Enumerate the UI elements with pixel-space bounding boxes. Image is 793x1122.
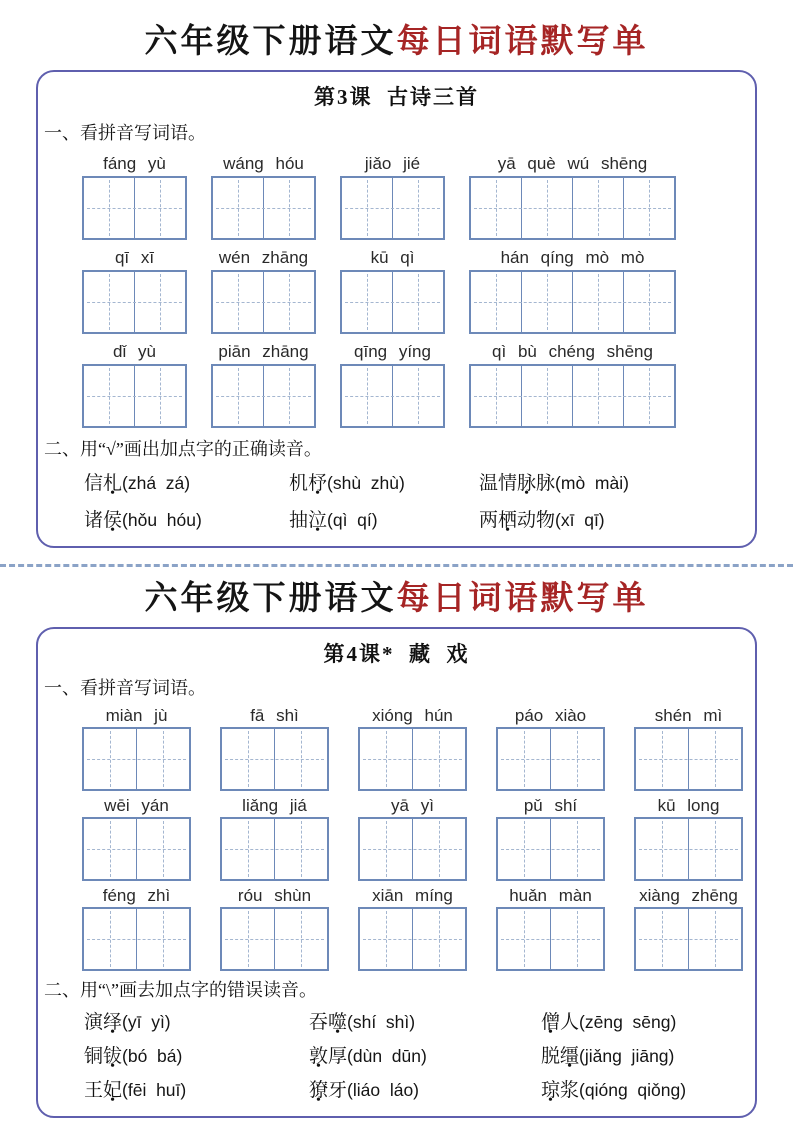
word-pre: 王 (84, 1080, 104, 1101)
writing-grid (220, 817, 329, 881)
grid-cell (689, 729, 741, 789)
pinyin-label: kū long (657, 796, 720, 815)
pinyin-label: xiān míng (372, 886, 453, 905)
pronunciation-options: (fēi huī) (122, 1080, 187, 1100)
word-pre: 演 (84, 1012, 104, 1033)
pronunciation-options: (zhá zá) (122, 473, 191, 493)
word-dot-char: 敦 • (309, 1044, 328, 1070)
pronunciation-options: (zēng sēng) (579, 1012, 677, 1032)
pronunciation-options: (shù zhù) (327, 473, 405, 493)
grid-cell (498, 819, 551, 879)
word-pre: 抽 (289, 510, 309, 531)
word-item (309, 1043, 541, 1070)
word-dot-char: 缰 • (560, 1044, 579, 1070)
pronunciation-options: (liáo láo) (347, 1080, 420, 1100)
grid-cell (213, 272, 264, 332)
grid-cell (636, 729, 689, 789)
pinyin-grid-group (211, 246, 316, 334)
word-post: 牙 (328, 1080, 348, 1101)
pinyin-label: wēi yán (104, 796, 169, 815)
writing-grid (469, 270, 676, 334)
writing-grid (211, 176, 316, 240)
pinyin-label: shén mì (654, 706, 723, 725)
word-dot-char: 札 • (103, 470, 122, 497)
pinyin-label: wáng hóu (223, 154, 304, 173)
writing-grid (496, 727, 605, 791)
writing-grid (634, 907, 743, 971)
pinyin-grid-group (634, 705, 743, 791)
pinyin-label: qīng yíng (354, 342, 431, 361)
word-post: 浆 (560, 1080, 580, 1101)
word-item (84, 1043, 309, 1070)
lesson-4-card (36, 627, 757, 1118)
pinyin-grid-group (496, 705, 605, 791)
pinyin-grid-group (340, 152, 445, 240)
word-item (84, 1009, 309, 1036)
grid-cell (689, 819, 741, 879)
word-pre: 机 (289, 473, 309, 494)
word-dot-char: 琼 • (541, 1078, 560, 1104)
pinyin-grid-group (358, 705, 467, 791)
word-item (541, 1043, 755, 1070)
pinyin-grid-group (469, 340, 676, 428)
grid-cell (135, 366, 185, 426)
pinyin-grid-group (358, 885, 467, 971)
title-grade-part: 六年级下册语文 (144, 581, 397, 617)
grid-cell (471, 366, 522, 426)
grid-cell (275, 909, 327, 969)
grid-cell (342, 178, 393, 238)
word-dot-char: 钹 • (103, 1044, 122, 1070)
grid-cell (275, 819, 327, 879)
pinyin-label: fā shì (250, 706, 299, 725)
grid-cell (689, 909, 741, 969)
reading-items (84, 1009, 755, 1104)
writing-grid (469, 364, 676, 428)
word-pre: 脱 (541, 1046, 561, 1067)
grid-cell (342, 272, 393, 332)
grid-cell (84, 819, 137, 879)
pinyin-grid-group (358, 795, 467, 881)
word-post: 厚 (328, 1046, 348, 1067)
word-item (479, 470, 755, 497)
pronunciation-options: (dùn dūn) (347, 1046, 427, 1066)
pinyin-label: yā yì (391, 796, 434, 815)
pinyin-grid-group (211, 152, 316, 240)
grid-cell (264, 366, 314, 426)
pinyin-grid-group (340, 246, 445, 334)
writing-grid (634, 817, 743, 881)
writing-grid (634, 727, 743, 791)
pinyin-grid-group (469, 152, 676, 240)
pinyin-label: huǎn màn (509, 886, 592, 905)
writing-grid (469, 176, 676, 240)
reading-items (84, 470, 755, 534)
pinyin-label: páo xiào (514, 706, 587, 725)
word-post: 人 (560, 1012, 580, 1033)
grid-cell (413, 819, 465, 879)
writing-grid (211, 364, 316, 428)
grid-cell (624, 178, 674, 238)
writing-grid (340, 270, 445, 334)
grid-cell (264, 178, 314, 238)
lesson3-section-2-label: 二、用“√”画出加点字的正确读音。 (44, 439, 322, 459)
grid-cell (498, 909, 551, 969)
grid-cell (522, 272, 573, 332)
grid-cell (636, 819, 689, 879)
pinyin-grid-row (38, 246, 755, 334)
grid-cell (222, 909, 275, 969)
pinyin-label: xióng hún (372, 706, 453, 725)
word-dot-char: 妃 • (103, 1078, 122, 1104)
pinyin-label: miàn jù (105, 706, 168, 725)
writing-grid (496, 907, 605, 971)
word-pre: 诸 (84, 510, 104, 531)
grid-cell (413, 909, 465, 969)
grid-cell (624, 272, 674, 332)
pinyin-label: dǐ yù (113, 342, 156, 361)
word-dot-char: 獠 • (309, 1078, 328, 1104)
grid-cell (551, 909, 603, 969)
grid-cell (360, 729, 413, 789)
pinyin-grid-group (496, 885, 605, 971)
pinyin-label: qì bù chéng shēng (492, 342, 653, 361)
grid-cell (393, 272, 443, 332)
word-dot-char: 侯 • (103, 507, 122, 534)
grid-cell (275, 729, 327, 789)
word-pre: 温情 (479, 473, 518, 494)
lesson-4-heading: 第4课* 藏 戏 (323, 642, 470, 666)
grid-cell (471, 272, 522, 332)
pronunciation-options: (shí shì) (347, 1012, 416, 1032)
grid-cell (213, 366, 264, 426)
pinyin-label: féng zhì (102, 886, 171, 905)
grid-cell (573, 366, 624, 426)
writing-grid (82, 176, 187, 240)
pinyin-label: pǔ shí (523, 796, 578, 815)
pronunciation-options: (hǒu hóu) (122, 510, 202, 530)
writing-grid (340, 176, 445, 240)
pinyin-label: wén zhāng (218, 248, 309, 267)
worksheet-title (0, 573, 793, 621)
grid-cell (413, 729, 465, 789)
writing-grid (220, 727, 329, 791)
word-dot-char: 绎 • (103, 1010, 122, 1036)
writing-grid (82, 727, 191, 791)
writing-grid (358, 817, 467, 881)
pinyin-grid-group (634, 885, 743, 971)
writing-grid (220, 907, 329, 971)
pronunciation-options: (qì qí) (327, 510, 378, 530)
title-daily-part: 每日词语默写单 (396, 581, 649, 617)
pronunciation-options: (jiǎng jiāng) (579, 1046, 675, 1066)
grid-cell (360, 819, 413, 879)
grid-cell (222, 819, 275, 879)
grid-cell (84, 366, 135, 426)
pinyin-grid-group (634, 795, 743, 881)
writing-grid (82, 364, 187, 428)
pinyin-label: qī xī (114, 248, 155, 267)
pronunciation-options: (bó bá) (122, 1046, 183, 1066)
word-item (479, 507, 755, 534)
grid-cell (522, 178, 573, 238)
word-item (84, 470, 289, 497)
grid-cell (471, 178, 522, 238)
word-pre: 两 (479, 510, 499, 531)
grid-cell (84, 272, 135, 332)
grid-cell (137, 909, 189, 969)
writing-grid (358, 727, 467, 791)
word-item (541, 1077, 755, 1104)
pinyin-grid-group (82, 246, 187, 334)
grid-cell (573, 272, 624, 332)
writing-grid (211, 270, 316, 334)
word-pre: 铜 (84, 1046, 104, 1067)
grid-cell (551, 819, 603, 879)
pinyin-label: fáng yù (103, 154, 166, 173)
title-grade-part: 六年级下册语文 (144, 24, 397, 60)
writing-grid (358, 907, 467, 971)
lesson-3-heading: 第3课 古诗三首 (314, 85, 479, 109)
pinyin-grid-group (82, 705, 191, 791)
pinyin-grid-group (469, 246, 676, 334)
grid-cell (636, 909, 689, 969)
word-pre: 吞 (309, 1012, 329, 1033)
worksheet-title (0, 0, 793, 64)
pinyin-label: róu shùn (237, 886, 312, 905)
grid-cell (84, 909, 137, 969)
word-item (289, 470, 479, 497)
grid-cell (264, 272, 314, 332)
grid-cell (498, 729, 551, 789)
grid-cell (393, 178, 443, 238)
title-daily-part: 每日词语默写单 (396, 24, 649, 60)
pinyin-grid-group (82, 340, 187, 428)
pinyin-grid-row (38, 705, 755, 791)
word-item (309, 1077, 541, 1104)
pinyin-grid-group (82, 795, 191, 881)
word-dot-char: 杼 • (308, 470, 327, 497)
pinyin-grid-row (38, 340, 755, 428)
writing-grid (82, 907, 191, 971)
word-dot-char: 僧 • (541, 1010, 560, 1036)
pinyin-label: liǎng jiá (242, 796, 307, 815)
word-post: 脉 (536, 473, 556, 494)
word-dot-char: 泣 • (308, 507, 327, 534)
word-item (541, 1009, 755, 1036)
grid-cell (135, 178, 185, 238)
writing-grid (496, 817, 605, 881)
writing-grid (82, 817, 191, 881)
grid-cell (573, 178, 624, 238)
grid-cell (84, 729, 137, 789)
pinyin-label: kū qì (370, 248, 415, 267)
word-dot-char: 噬 • (328, 1010, 347, 1036)
pinyin-grid-row (38, 795, 755, 881)
grid-cell (551, 729, 603, 789)
grid-cell (213, 178, 264, 238)
lesson4-section-1-label: 一、看拼音写词语。 (44, 678, 206, 698)
word-post: 动物 (517, 510, 556, 531)
pronunciation-options: (qióng qiǒng) (579, 1080, 687, 1100)
pinyin-label: piān zhāng (218, 342, 309, 361)
pinyin-grid-group (82, 152, 187, 240)
pinyin-grid-group (82, 885, 191, 971)
lesson3-section-1-label: 一、看拼音写词语。 (44, 123, 206, 143)
pronunciation-options: (yī yì) (122, 1012, 171, 1032)
pinyin-grid-group (211, 340, 316, 428)
grid-cell (393, 366, 443, 426)
grid-cell (137, 819, 189, 879)
page-divider (0, 564, 793, 567)
word-dot-char: 脉 • (517, 470, 536, 497)
grid-cell (342, 366, 393, 426)
writing-grid (340, 364, 445, 428)
grid-cell (360, 909, 413, 969)
word-item (84, 1077, 309, 1104)
grid-cell (222, 729, 275, 789)
pinyin-label: jiǎo jié (364, 154, 421, 173)
pinyin-grid-group (340, 340, 445, 428)
pinyin-label: yā què wú shēng (497, 154, 648, 173)
pinyin-grid-group (220, 885, 329, 971)
pinyin-grid-group (220, 705, 329, 791)
grid-cell (522, 366, 573, 426)
grid-cell (84, 178, 135, 238)
word-item (309, 1009, 541, 1036)
lesson-3-card (36, 70, 757, 548)
pinyin-grid-group (496, 795, 605, 881)
grid-cell (135, 272, 185, 332)
pinyin-grid-row (38, 885, 755, 971)
word-item (84, 507, 289, 534)
grid-cell (137, 729, 189, 789)
word-item (289, 507, 479, 534)
writing-grid (82, 270, 187, 334)
grid-cell (624, 366, 674, 426)
pinyin-label: xiàng zhēng (639, 886, 738, 905)
pinyin-grid-row (38, 152, 755, 240)
pronunciation-options: (mò mài) (555, 473, 629, 493)
lesson4-section-2-label: 二、用“\”画去加点字的错误读音。 (44, 980, 317, 1000)
pronunciation-options: (xī qī) (555, 510, 605, 530)
word-pre: 信 (84, 473, 104, 494)
pinyin-label: hán qíng mò mò (500, 248, 645, 267)
pinyin-grid-group (220, 795, 329, 881)
word-dot-char: 栖 • (498, 507, 517, 534)
